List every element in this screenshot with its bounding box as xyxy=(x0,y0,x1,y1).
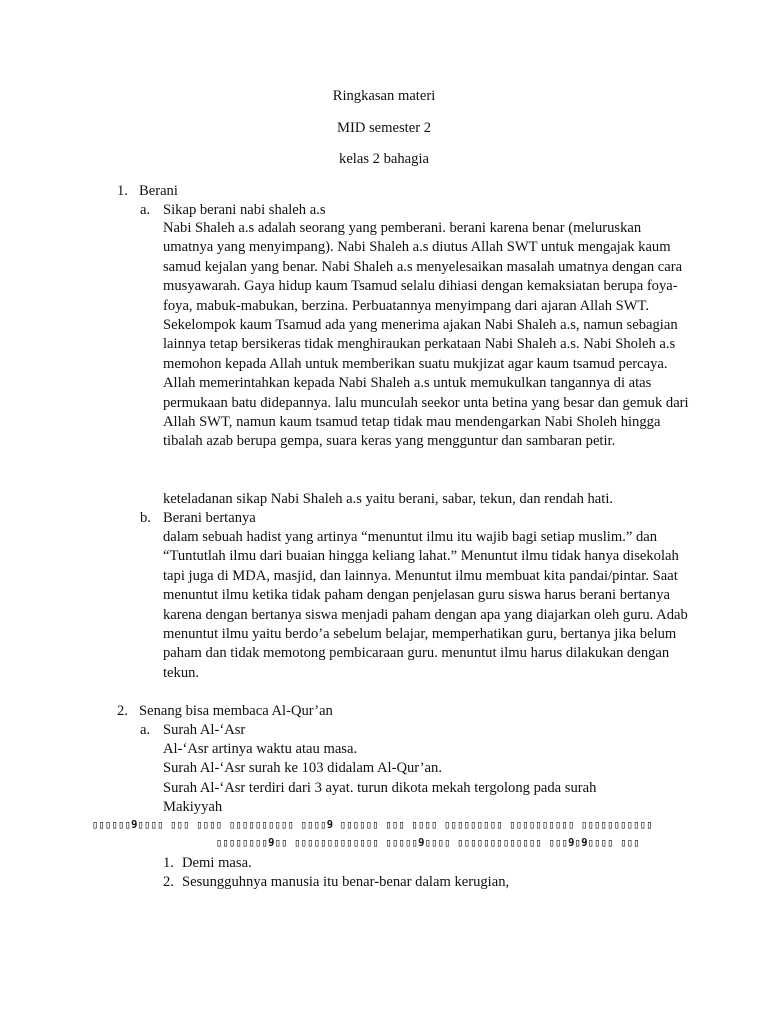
section-2a-line4: Makiyyah xyxy=(163,799,223,815)
section-1b-heading: Berani bertanya xyxy=(163,510,256,526)
section-1a-body: Nabi Shaleh a.s adalah seorang yang pemberani. berani karena benar (meluruskan umatnya yang menyimpang). Nabi Shaleh a.s diutus Allah SWT untuk mengajak kaum samud kejalan yang benar. Nabi Shaleh a.s menyelesaikan masalah umatnya dengan cara musyawarah. Gaya hidup kaum Tsamud selalu dihiasi dengan kemaksiatan berupa foya-foya, mabuk-mabukan, berzina. Perbuatannya menyimpang dari ajaran Allah SWT. Sekelompok kaum Tsamud ada yang menerima ajakan Nabi Shaleh a.s, namun sebagian lainnya tetap bersikeras tidak menghiraukan perkataan Nabi Shaleh a.s. Nabi Sholeh a.s memohon kepada Allah untuk memberikan suatu mukjizat agar kaum tsamud percaya. Allah memerintahkan kepada Nabi Shaleh a.s untuk memukulkan tangannya di atas permukaan batu didepannya. lalu munculah seekor unta betina yang besar dan gemuk dari Allah SWT, namun kaum tsamud tetap tidak mau mendengarkan Nabi Sholeh hingga tibalah azab berupa gempa, suara keras yang mengguntur dan sambaran petir. xyxy=(163,220,689,450)
section-1a-marker: a. xyxy=(140,202,151,218)
unrendered-arabic-line-1: ▯▯▯▯▯▯9▯▯▯▯ ▯▯▯ ▯▯▯▯ ▯▯▯▯▯▯▯▯▯▯ ▯▯▯▯9 ▯▯▯▯▯▯ ▯▯▯ ▯▯▯▯ ▯▯▯▯▯▯▯▯▯ ▯▯▯▯▯▯▯▯▯▯ ▯▯▯▯▯▯▯▯▯▯▯ xyxy=(92,819,653,831)
section-2-heading: Senang bisa membaca Al-Qur’an xyxy=(139,703,333,719)
document-title: Ringkasan materi xyxy=(332,88,436,104)
class-name: kelas 2 bahagia xyxy=(339,151,429,167)
section-1b-marker: b. xyxy=(140,510,151,526)
section-1a-heading: Sikap berani nabi shaleh a.s xyxy=(163,202,326,218)
section-1a-closing: keteladanan sikap Nabi Shaleh a.s yaitu berani, sabar, tekun, dan rendah hati. xyxy=(163,491,614,507)
document-subtitle: MID semester 2 xyxy=(336,120,432,136)
verse-1-number: 1. xyxy=(163,855,174,871)
section-2a-line2: Surah Al-‘Asr surah ke 103 didalam Al-Qur’an. xyxy=(163,760,442,776)
section-2a-line1: Al-‘Asr artinya waktu atau masa. xyxy=(163,741,358,757)
section-2a-marker: a. xyxy=(140,722,151,738)
section-1b-body: dalam sebuah hadist yang artinya “menuntut ilmu itu wajib bagi setiap muslim.” dan “Tuntutlah ilmu dari buaian hingga keliang lahat.” Menuntut ilmu tidak hanya disekolah tapi juga di MDA, masjid, dan lainnya. Menuntut ilmu membuat kita pandai/pintar. Saat menuntut ilmu ketika tidak paham dengan penjelasan guru siswa harus berani bertanya karena dengan bertanya siswa menjadi paham dengan apa yang diajarkan oleh guru. Adab menuntut ilmu yaitu berdo’a sebelum belajar, memperhatikan guru, bertanya jika belum paham dan tidak memotong pembicaraan guru. menuntut ilmu harus dilakukan dengan tekun. xyxy=(163,529,688,681)
section-2-number: 2. xyxy=(117,703,128,719)
verse-1-text: Demi masa. xyxy=(182,855,252,871)
section-1-heading: Berani xyxy=(139,183,178,199)
verse-2-text: Sesungguhnya manusia itu benar-benar dalam kerugian, xyxy=(182,874,510,890)
verse-2-number: 2. xyxy=(163,874,174,890)
section-2a-heading: Surah Al-‘Asr xyxy=(163,722,246,738)
section-1-number: 1. xyxy=(117,183,128,199)
section-2a-line3: Surah Al-‘Asr terdiri dari 3 ayat. turun dikota mekah tergolong pada surah xyxy=(163,780,597,796)
unrendered-arabic-line-2: ▯▯▯▯▯▯▯▯9▯▯ ▯▯▯▯▯▯▯▯▯▯▯▯▯ ▯▯▯▯▯9▯▯▯▯ ▯▯▯▯▯▯▯▯▯▯▯▯▯ ▯▯▯9▯9▯▯▯▯ ▯▯▯ xyxy=(216,837,640,849)
